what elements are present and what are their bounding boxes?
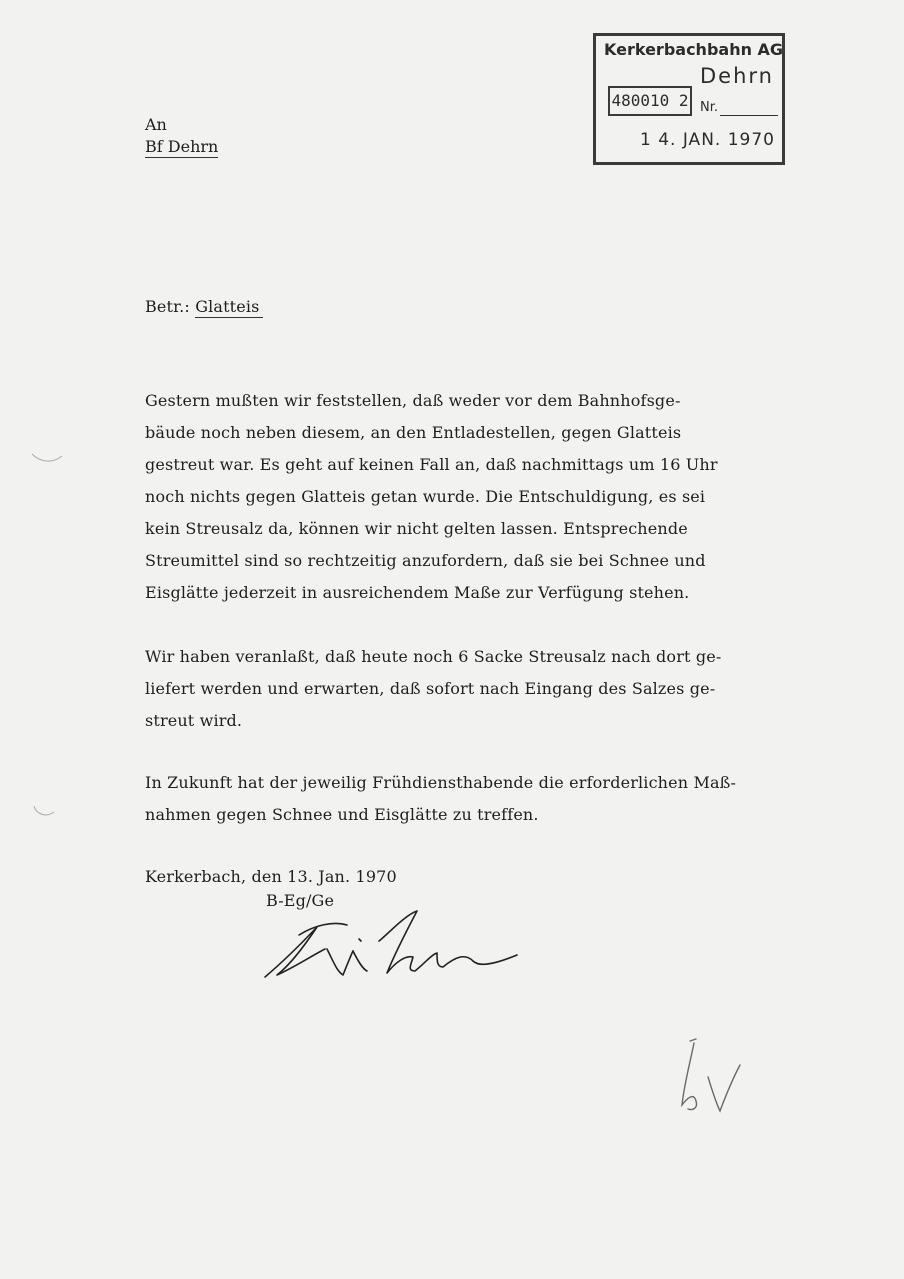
- body-p2-line: liefert werden und erwarten, daß sofort nach Eingang des Salzes ge-: [145, 679, 716, 698]
- body-p1-line: Eisglätte jederzeit in ausreichendem Maße zur Verfügung stehen.: [145, 583, 690, 602]
- recipient-line-2: [145, 137, 218, 156]
- body-p1-line: Gestern mußten wir feststellen, daß weder vor dem Bahnhofsge-: [145, 391, 681, 410]
- stamp-number: 480010 2: [608, 86, 692, 116]
- body-p1-line: bäude noch neben diesem, an den Entladestellen, gegen Glatteis: [145, 423, 682, 442]
- stamp-company: Kerkerbachbahn AG: [604, 40, 784, 59]
- recipient-line-1: An: [145, 115, 167, 134]
- margin-mark: [30, 802, 60, 822]
- body-p2-line: streut wird.: [145, 711, 243, 730]
- body-p2-line: Wir haben veranlaßt, daß heute noch 6 Sacke Streusalz nach dort ge-: [145, 647, 722, 666]
- stamp-nr-line: [720, 115, 778, 116]
- subject-value: Glatteis: [195, 297, 263, 318]
- recipient-station: Bf Dehrn: [145, 137, 219, 156]
- subject-label: Betr.:: [145, 297, 190, 316]
- body-p3-line: In Zukunft hat der jeweilig Frühdiensthabende die erforderlichen Maß-: [145, 773, 737, 792]
- handwritten-signature: [255, 905, 535, 990]
- receipt-stamp: [593, 33, 785, 165]
- body-p3-line: nahmen gegen Schnee und Eisglätte zu treffen.: [145, 805, 539, 824]
- body-p1-line: gestreut war. Es geht auf keinen Fall an, daß nachmittags um 16 Uhr: [145, 455, 718, 474]
- body-p1-line: kein Streusalz da, können wir nicht gelten lassen. Entsprechende: [145, 519, 688, 538]
- closing-reference: B-Eg/Ge: [266, 891, 335, 910]
- subject-line: [145, 297, 263, 316]
- closing-place-date: Kerkerbach, den 13. Jan. 1970: [145, 867, 397, 886]
- stamp-date: 1 4. JAN. 1970: [640, 130, 775, 150]
- body-p1-line: Streumittel sind so rechtzeitig anzufordern, daß sie bei Schnee und: [145, 551, 706, 570]
- stamp-nr-label: Nr.: [700, 100, 719, 115]
- pencil-initials: [660, 1035, 750, 1120]
- stamp-place: Dehrn: [700, 64, 774, 88]
- body-p1-line: noch nichts gegen Glatteis getan wurde. Die Entschuldigung, es sei: [145, 487, 706, 506]
- margin-mark: [30, 448, 66, 468]
